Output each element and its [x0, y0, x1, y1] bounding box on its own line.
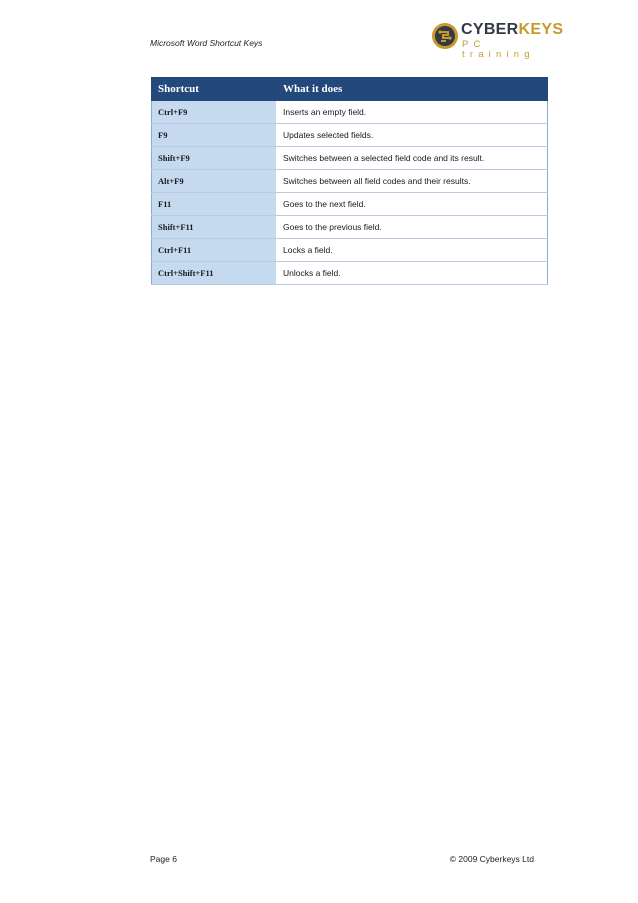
shortcut-key: Ctrl+Shift+F11 — [152, 262, 277, 285]
shortcut-key: Ctrl+F11 — [152, 239, 277, 262]
shortcut-description: Goes to the previous field. — [277, 216, 548, 239]
table-row — [152, 193, 548, 216]
shortcut-key: Shift+F11 — [152, 216, 277, 239]
shortcut-table — [151, 77, 548, 285]
table-row — [152, 170, 548, 193]
logo-wordmark-cyber: CYBER — [461, 21, 519, 38]
shortcut-description: Inserts an empty field. — [277, 101, 548, 124]
column-header-shortcut: Shortcut — [152, 78, 277, 101]
shortcut-key: F9 — [152, 124, 277, 147]
table-row — [152, 239, 548, 262]
cyberkeys-logo — [431, 20, 564, 60]
table-row — [152, 262, 548, 285]
cyberkeys-circuit-icon — [431, 22, 459, 50]
copyright: © 2009 Cyberkeys Ltd — [449, 854, 534, 864]
shortcut-description: Updates selected fields. — [277, 124, 548, 147]
shortcut-description: Goes to the next field. — [277, 193, 548, 216]
shortcut-description: Unlocks a field. — [277, 262, 548, 285]
column-header-description: What it does — [277, 78, 548, 101]
table-row — [152, 216, 548, 239]
shortcut-key: Ctrl+F9 — [152, 101, 277, 124]
logo-tagline: PC training — [462, 39, 535, 60]
table-header-row — [152, 78, 548, 101]
shortcut-key: F11 — [152, 193, 277, 216]
shortcut-description: Locks a field. — [277, 239, 548, 262]
shortcut-description: Switches between a selected field code and its result. — [277, 147, 548, 170]
table-row — [152, 101, 548, 124]
shortcut-description: Switches between all field codes and their results. — [277, 170, 548, 193]
shortcut-key: Alt+F9 — [152, 170, 277, 193]
shortcut-key: Shift+F9 — [152, 147, 277, 170]
table-row — [152, 147, 548, 170]
page-number: Page 6 — [150, 854, 177, 864]
logo-wordmark-keys: KEYS — [518, 21, 564, 38]
logo-wordmark — [461, 22, 563, 38]
table-row — [152, 124, 548, 147]
header-title: Microsoft Word Shortcut Keys — [150, 38, 263, 48]
